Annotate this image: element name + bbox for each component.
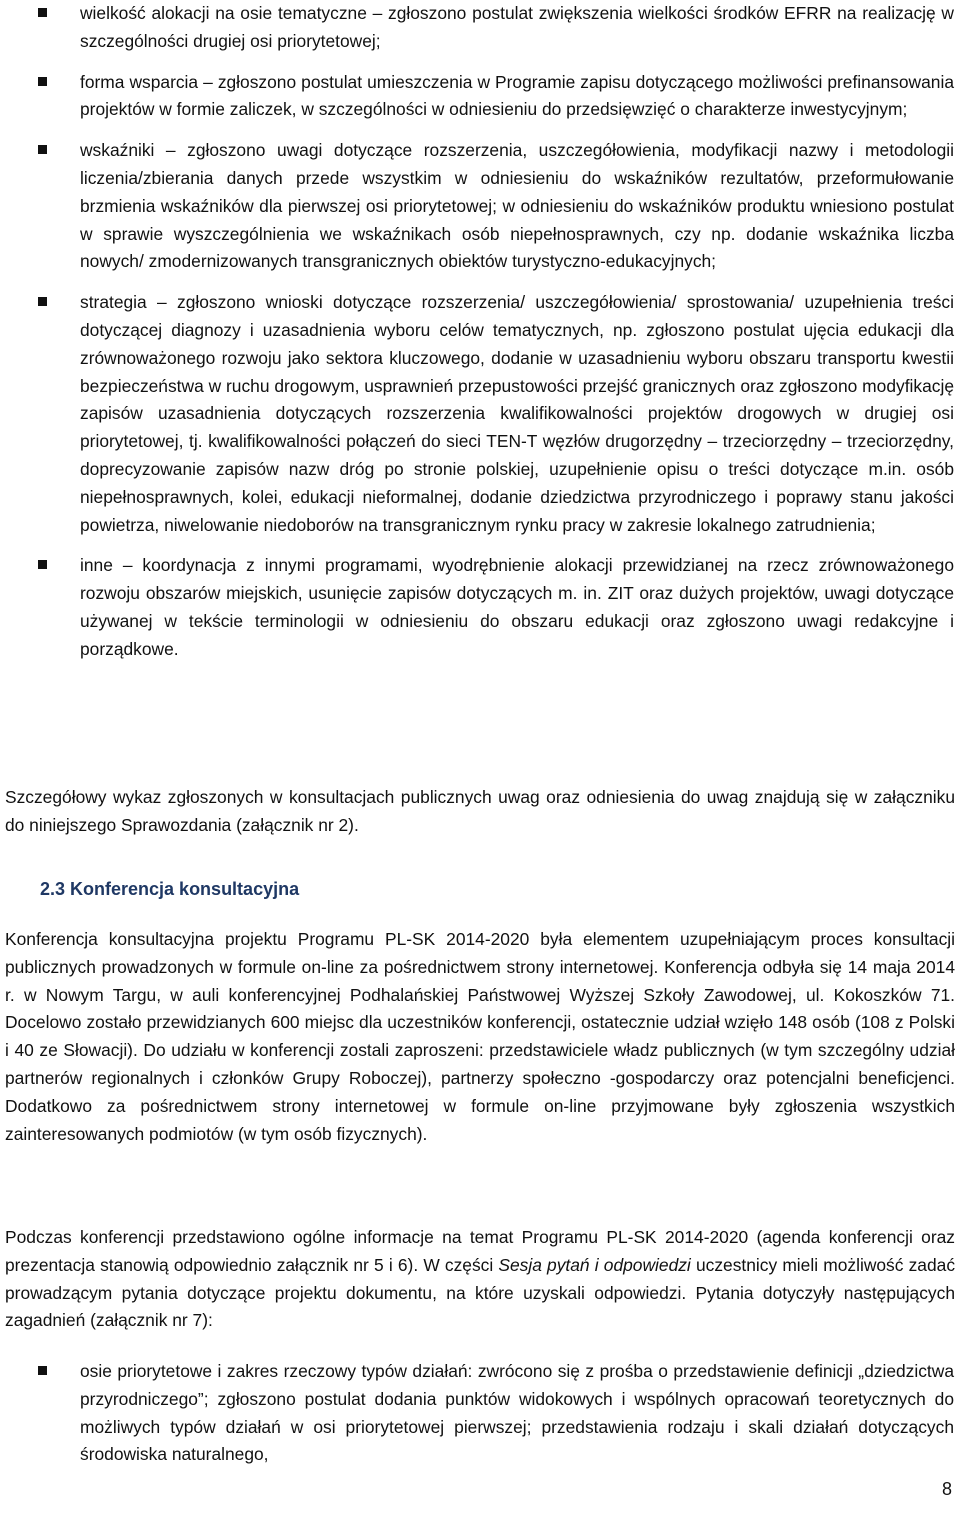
square-bullet-icon <box>38 77 47 86</box>
square-bullet-icon <box>38 145 47 154</box>
list-item-text: wskaźniki – zgłoszono uwagi dotyczące rozszerzenia, uszczegółowienia, modyfikacji nazwy i metodologii liczenia/zbierania danych przede wszystkim w odniesieniu do wskaźników rezultatów, przeformułowanie brzmienia wskaźników dla pierwszej osi priorytetowej; w odniesieniu do wskaźników produktu wniesiono postulat w sprawie wyszczególnienia we wskaźnikach osób niepełnosprawnych, czy np. dodanie wskaźnika liczba nowych/ zmodernizowanych transgranicznych obiektów turystyczno-edukacyjnych; <box>80 140 954 272</box>
square-bullet-icon <box>38 8 47 17</box>
list-item <box>0 137 960 276</box>
list-item <box>0 69 960 125</box>
list-item-text: strategia – zgłoszono wnioski dotyczące rozszerzenia/ uszczegółowienia/ sprostowania/ uzupełnienia treści dotyczącej diagnozy i uzasadnienia wyboru celów tematycznych, np. zgłoszono postulat ujęcia edukacji dla zrównoważonego rozwoju jako sektora kluczowego, dodanie w uzasadnieniu wyboru obszaru transportu kwestii bezpieczeństwa w ruchu drogowym, usprawnień przepustowości przejść granicznych oraz zgłoszono modyfikację zapisów uzasadnienia dotyczących rozszerzenia kwalifikowalności projektów drogowych w drugiej osi priorytetowej, tj. kwalifikowalności połączeń do sieci TEN-T węzłów drugorzędny – trzeciorzędny – trzeciorzędny, doprecyzowanie zapisów nazw dróg po stronie polskiej, uzupełnienie opisu o treści dotyczące m.in. osób niepełnosprawnych, kolei, edukacji nieformalnej, dodanie dziedzictwa przyrodniczego i poprawy stanu jakości powietrza, niwelowanie niedoborów na transgranicznym rynku pracy w zakresie lokalnego zatrudnienia; <box>80 292 954 535</box>
bullet-list-top <box>0 0 960 664</box>
list-item <box>0 1358 960 1469</box>
list-item <box>0 289 960 539</box>
list-item-text: wielkość alokacji na osie tematyczne – zgłoszono postulat zwiększenia wielkości środków EFRR na realizację w szczególności drugiej osi priorytetowej; <box>80 3 954 51</box>
paragraph-questions-part2: uczestnicy mieli możliwość zadać prowadzącym pytania dotyczące projektu dokumentu, na które uzyskali odpowiedzi. Pytania dotyczyły następujących zagadnień (załącznik nr 7): <box>5 1254 956 1331</box>
square-bullet-icon <box>38 1366 47 1375</box>
paragraph-questions <box>5 1224 955 1335</box>
paragraph-conference: Konferencja konsultacyjna projektu Programu PL-SK 2014-2020 była elementem uzupełniającym proces konsultacji publicznych prowadzonych w formule on-line za pośrednictwem strony internetowej. Konferencja odbyła się 14 maja 2014 r. w Nowym Targu, w auli konferencyjnej Podhalańskiej Państwowej Wyższej Szkoły Zawodowej, ul. Kokoszków 71. Docelowo zostało przewidzianych 600 miejsc dla uczestników konferencji, ostatecznie udział wzięło 148 osób (108 z Polski i 40 ze Słowacji). Do udziału w konferencji zostali zaproszeni: przedstawiciele władz publicznych (w tym szczególny udział partnerów regionalnych i członków Grupy Roboczej), partnerzy społeczno -gospodarczy oraz potencjalni beneficjenci. Dodatkowo za pośrednictwem strony internetowej w formule on-line przyjmowane były zgłoszenia wszystkich zainteresowanych podmiotów (w tym osób fizycznych). <box>5 929 955 1144</box>
list-item-text: inne – koordynacja z innymi programami, wyodrębnienie alokacji przewidzianej na rzecz zrównoważonego rozwoju obszarów miejskich, usunięcie zapisów dotyczących m. in. ZIT oraz dużych projektów, uwagi dotyczące używanej w tekście terminologii w odniesieniu do obszaru edukacji oraz zgłoszono uwagi redakcyjne i porządkowe. <box>80 555 954 659</box>
session-name: Sesja pytań i odpowiedzi <box>498 1254 691 1275</box>
list-item-text: forma wsparcia – zgłoszono postulat umieszczenia w Programie zapisu dotyczącego możliwości prefinansowania projektów w formie zaliczek, w szczególności w odniesieniu do przedsięwzięć o charakterze inwestycyjnym; <box>80 71 954 120</box>
page-number: 8 <box>941 1479 952 1499</box>
section-heading: 2.3 Konferencja konsultacyjna <box>40 879 300 899</box>
square-bullet-icon <box>38 560 47 569</box>
list-item-text: osie priorytetowe i zakres rzeczowy typów działań: zwrócono się z prośba o przedstawienie definicji „dziedzictwa przyrodniczego”; zgłoszono postulat dodania punktów widokowych i wspólnych opracowań teoretycznych do możliwych typów działań w osi priorytetowej pierwszej; przedstawienia rodzaju i skali działań dotyczących środowiska naturalnego, <box>80 1361 954 1465</box>
paragraph-questions-part1: Podczas konferencji przedstawiono ogólne informacje na temat Programu PL-SK 2014-2020 (agenda konferencji oraz prezentacja stanowią odpowiednio załącznik nr 5 i 6). W części <box>5 1227 955 1275</box>
paragraph-details: Szczegółowy wykaz zgłoszonych w konsultacjach publicznych uwag oraz odniesienia do uwag znajdują się w załączniku do niniejszego Sprawozdania (załącznik nr 2). <box>5 787 955 835</box>
bullet-list-bottom <box>0 1358 960 1469</box>
list-item <box>0 552 960 663</box>
square-bullet-icon <box>38 297 47 306</box>
list-item <box>0 0 960 56</box>
